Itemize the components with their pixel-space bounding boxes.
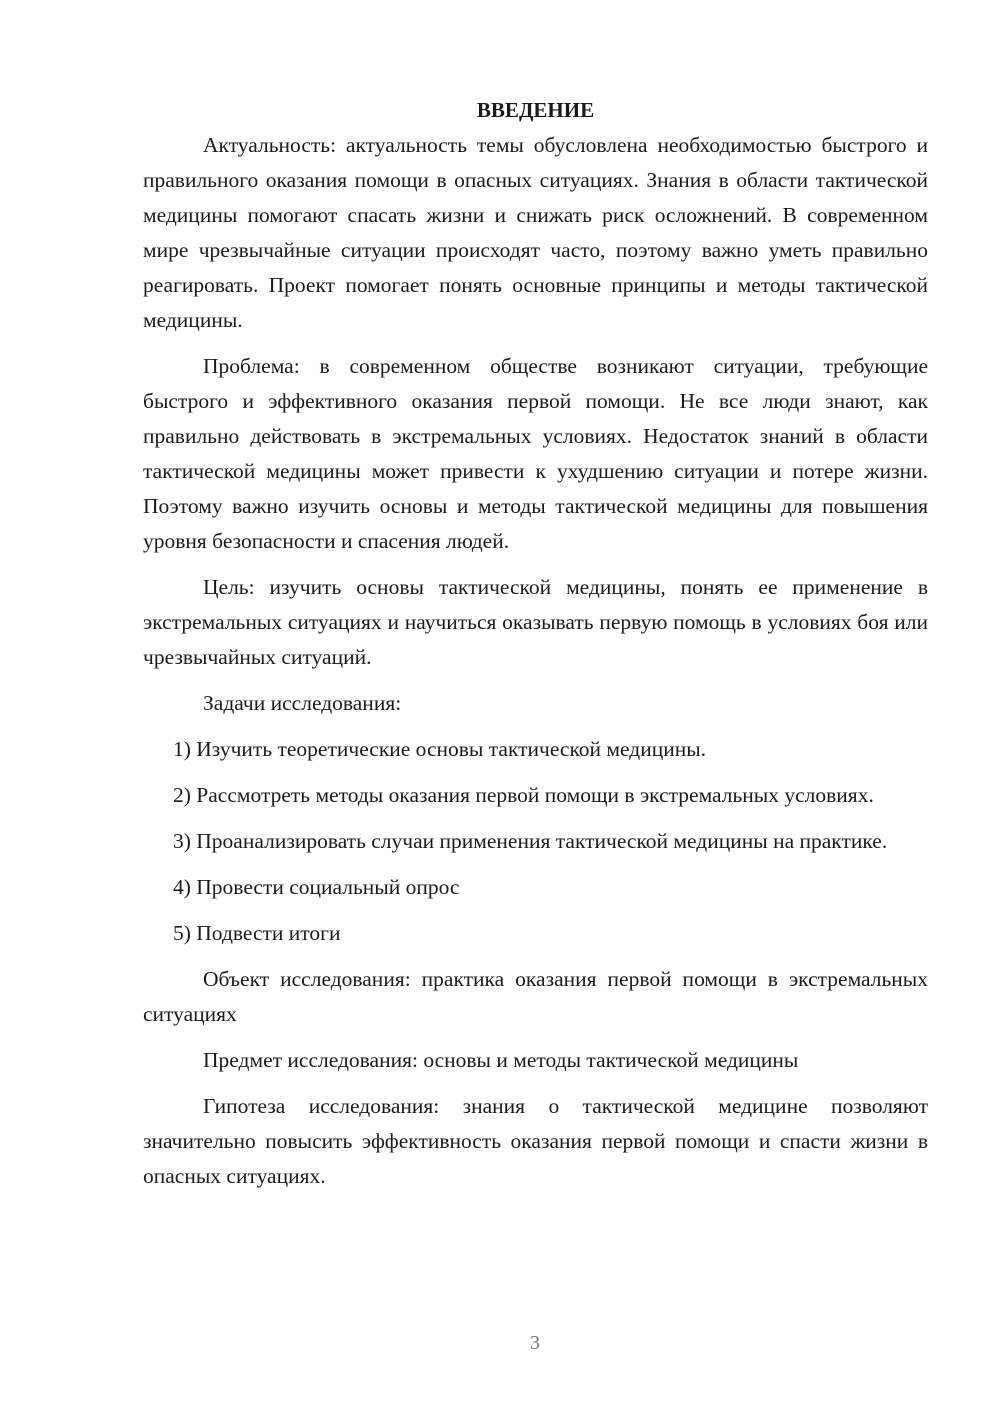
research-subject-paragraph: Предмет исследования: основы и методы тактической медицины — [203, 1048, 799, 1072]
task-item-1: 1) Изучить теоретические основы тактической медицины. — [173, 737, 707, 761]
page-number: 3 — [530, 1332, 540, 1354]
task-item-4: 4) Провести социальный опрос — [173, 875, 460, 899]
task-item-5: 5) Подвести итоги — [173, 921, 341, 945]
relevance-paragraph: Актуальность: актуальность темы обусловлена необходимостью быстрого и правильного оказания помощи в опасных ситуациях. Знания в области тактической медицины помогают спасать жизни и снижать риск осложнений. В современном мире чрезвычайные ситуации происходят часто, поэтому важно уметь правильно реагировать. Проект помогает понять основные принципы и методы тактической медицины. — [143, 133, 928, 332]
research-object-paragraph: Объект исследования: практика оказания первой помощи в экстремальных ситуациях — [143, 967, 928, 1026]
goal-paragraph: Цель: изучить основы тактической медицины, понять ее применение в экстремальных ситуациях и научиться оказывать первую помощь в условиях боя или чрезвычайных ситуаций. — [143, 575, 928, 669]
page-title: ВВЕДЕНИЕ — [476, 98, 595, 122]
page-content — [143, 93, 928, 1205]
task-item-3: 3) Проанализировать случаи применения тактической медицины на практике. — [173, 829, 888, 853]
tasks-heading: Задачи исследования: — [203, 691, 402, 715]
hypothesis-paragraph: Гипотеза исследования: знания о тактической медицине позволяют значительно повысить эффективность оказания первой помощи и спасти жизни в опасных ситуациях. — [143, 1094, 928, 1188]
problem-paragraph: Проблема: в современном обществе возникают ситуации, требующие быстрого и эффективного оказания первой помощи. Не все люди знают, как правильно действовать в экстремальных условиях. Недостаток знаний в области тактической медицины может привести к ухудшению ситуации и потере жизни. Поэтому важно изучить основы и методы тактической медицины для повышения уровня безопасности и спасения людей. — [143, 354, 928, 553]
task-item-2: 2) Рассмотреть методы оказания первой помощи в экстремальных условиях. — [173, 783, 874, 807]
